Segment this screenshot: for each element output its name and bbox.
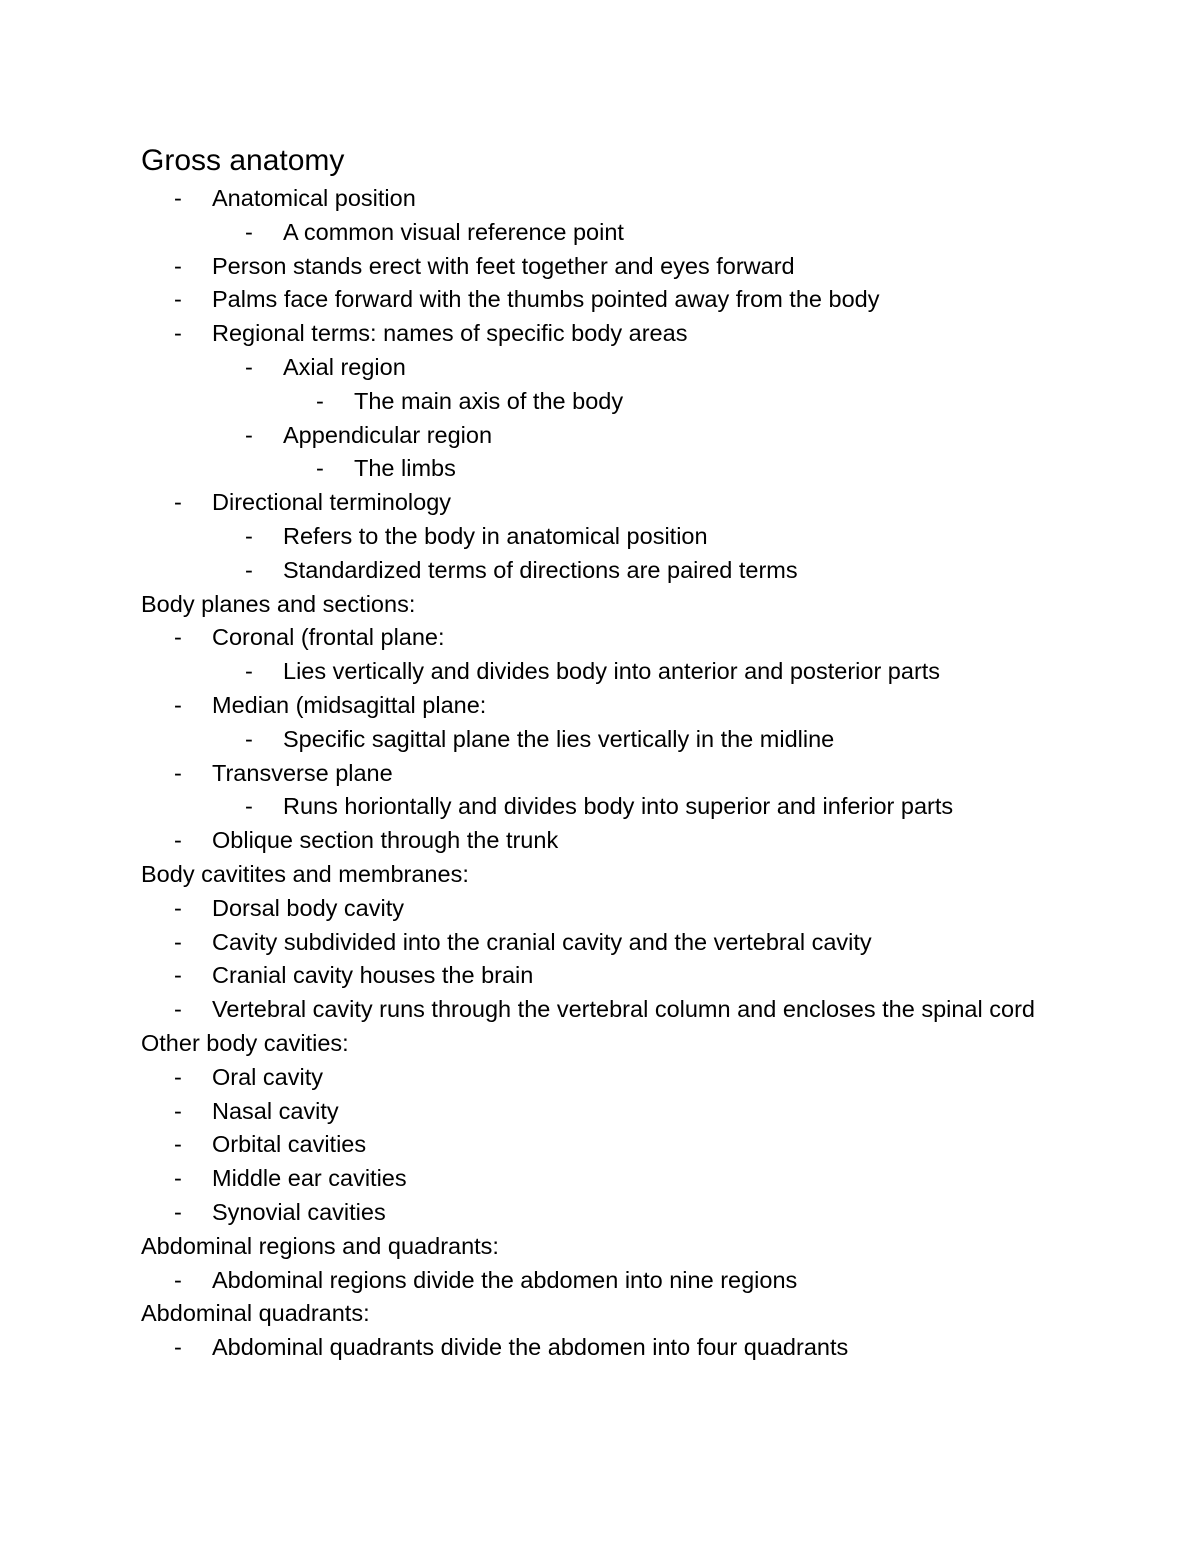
- bullet-dash: -: [245, 522, 253, 549]
- page-title: Gross anatomy: [141, 144, 345, 177]
- bullet-dash: -: [245, 353, 253, 380]
- line-text: Standardized terms of directions are paired terms: [283, 556, 798, 583]
- line-text: Oral cavity: [212, 1063, 323, 1090]
- line-text: Directional terminology: [212, 489, 452, 516]
- bullet-dash: -: [174, 1097, 182, 1124]
- line-text: Transverse plane: [212, 759, 393, 786]
- list-item: [141, 1331, 1081, 1365]
- line-text: Body cavitites and membranes:: [141, 860, 469, 887]
- bullet-dash: -: [174, 1198, 182, 1225]
- list-item: [141, 1264, 1081, 1298]
- list-item: [141, 216, 1081, 250]
- line-text: Person stands erect with feet together and eyes forward: [212, 252, 795, 279]
- line-text: Runs horiontally and divides body into superior and inferior parts: [283, 793, 954, 820]
- bullet-dash: -: [174, 252, 182, 279]
- line-text: Vertebral cavity runs through the vertebral column and encloses the spinal cord: [212, 996, 1035, 1023]
- list-item: [141, 385, 1081, 419]
- list-item: [141, 317, 1081, 351]
- bullet-dash: -: [245, 793, 253, 820]
- list-item: [141, 520, 1081, 554]
- line-text: Palms face forward with the thumbs pointed away from the body: [212, 286, 880, 313]
- line-text: Specific sagittal plane the lies vertically in the midline: [283, 725, 835, 752]
- list-item: [141, 1196, 1081, 1230]
- line-text: Lies vertically and divides body into anterior and posterior parts: [283, 658, 941, 685]
- bullet-dash: -: [174, 1266, 182, 1293]
- list-item: [141, 689, 1081, 723]
- bullet-dash: -: [245, 658, 253, 685]
- bullet-dash: -: [174, 827, 182, 854]
- bullet-dash: -: [245, 556, 253, 583]
- line-text: Abdominal regions and quadrants:: [141, 1232, 499, 1259]
- section-heading: [141, 1230, 1081, 1264]
- list-item: [141, 419, 1081, 453]
- bullet-dash: -: [174, 624, 182, 651]
- bullet-dash: -: [245, 218, 253, 245]
- list-item: [141, 926, 1081, 960]
- list-item: [141, 824, 1081, 858]
- line-text: Nasal cavity: [212, 1097, 339, 1124]
- bullet-dash: -: [174, 1131, 182, 1158]
- bullet-dash: -: [174, 1063, 182, 1090]
- list-item: [141, 452, 1081, 486]
- list-item: [141, 1061, 1081, 1095]
- line-text: Appendicular region: [283, 421, 493, 448]
- bullet-dash: -: [245, 421, 253, 448]
- line-text: Abdominal quadrants divide the abdomen into four quadrants: [212, 1334, 849, 1361]
- line-text: Abdominal quadrants:: [141, 1300, 370, 1327]
- line-text: Refers to the body in anatomical position: [283, 522, 708, 549]
- bullet-dash: -: [316, 387, 324, 414]
- bullet-dash: -: [174, 1334, 182, 1361]
- line-text: A common visual reference point: [283, 218, 624, 245]
- document-body: [141, 142, 1081, 1365]
- list-item: [141, 1095, 1081, 1129]
- bullet-dash: -: [174, 320, 182, 347]
- line-text: Synovial cavities: [212, 1198, 386, 1225]
- list-item: [141, 723, 1081, 757]
- list-item: [141, 959, 1081, 993]
- line-text: Middle ear cavities: [212, 1165, 407, 1192]
- line-text: The main axis of the body: [354, 387, 624, 414]
- list-item: [141, 351, 1081, 385]
- line-text: Axial region: [283, 353, 406, 380]
- line-text: Cavity subdivided into the cranial cavity and the vertebral cavity: [212, 928, 872, 955]
- bullet-dash: -: [174, 928, 182, 955]
- section-heading: [141, 1297, 1081, 1331]
- list-item: [141, 250, 1081, 284]
- bullet-dash: -: [174, 759, 182, 786]
- list-item: [141, 993, 1081, 1027]
- notes-list: [141, 182, 1081, 1365]
- line-text: Coronal (frontal plane:: [212, 624, 445, 651]
- list-item: [141, 283, 1081, 317]
- list-item: [141, 790, 1081, 824]
- bullet-dash: -: [174, 691, 182, 718]
- bullet-dash: -: [174, 894, 182, 921]
- bullet-dash: -: [174, 286, 182, 313]
- bullet-dash: -: [316, 455, 324, 482]
- line-text: Dorsal body cavity: [212, 894, 404, 921]
- line-text: Oblique section through the trunk: [212, 827, 559, 854]
- line-text: Median (midsagittal plane:: [212, 691, 487, 718]
- bullet-dash: -: [245, 725, 253, 752]
- bullet-dash: -: [174, 1165, 182, 1192]
- bullet-dash: -: [174, 185, 182, 211]
- bullet-dash: -: [174, 962, 182, 989]
- list-item: [141, 554, 1081, 588]
- list-item: [141, 655, 1081, 689]
- list-item: [141, 486, 1081, 520]
- line-text: The limbs: [354, 455, 456, 482]
- list-item: [141, 757, 1081, 791]
- list-item: [141, 1162, 1081, 1196]
- section-heading: [141, 858, 1081, 892]
- list-item: [141, 1128, 1081, 1162]
- line-text: Other body cavities:: [141, 1029, 349, 1056]
- section-heading: [141, 588, 1081, 622]
- line-text: Cranial cavity houses the brain: [212, 962, 534, 989]
- bullet-dash: -: [174, 489, 182, 516]
- line-text: Regional terms: names of specific body areas: [212, 320, 688, 347]
- list-item: [141, 621, 1081, 655]
- bullet-dash: -: [174, 996, 182, 1023]
- line-text: Orbital cavities: [212, 1131, 367, 1158]
- line-text: Anatomical position: [212, 185, 416, 211]
- line-text: Abdominal regions divide the abdomen into nine regions: [212, 1266, 798, 1293]
- list-item: [141, 892, 1081, 926]
- line-text: Body planes and sections:: [141, 590, 416, 617]
- section-heading: [141, 1027, 1081, 1061]
- list-item: [141, 182, 1081, 216]
